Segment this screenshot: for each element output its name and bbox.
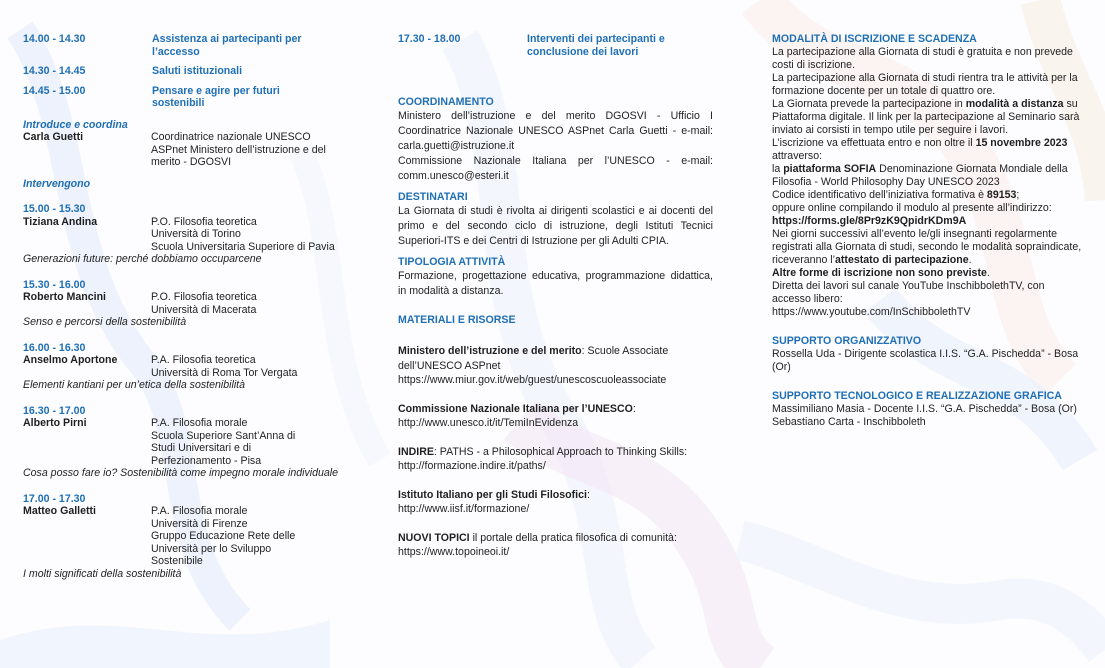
- speaker-affiliation: P.A. Filosofia morale Università di Firenze Gruppo Educazione Rete delle Università per lo Sviluppo Sostenibile: [151, 505, 296, 567]
- speaker-name: Alberto Pirni: [23, 417, 87, 429]
- speaker-affiliation: P.A. Filosofia teoretica Università di Roma Tor Vergata: [151, 354, 298, 379]
- text: .: [986, 267, 990, 279]
- material-desc: :: [632, 402, 636, 415]
- tech-text-2: Sebastiano Carta - Inschibboleth: [772, 416, 926, 428]
- intro-label: Introduce e coordina: [23, 118, 128, 131]
- course-code: 89153: [986, 189, 1017, 201]
- material-source: NUOVI TOPICI: [398, 531, 470, 544]
- recipients-text: La Giornata di studi è rivolta ai dirigenti scolastici e ai docenti del primo e del secondo ciclo di istruzione, degli Istituti Tecnici Superiori-ITS e dei Centri di Istruzione per gli Adulti CPIA.: [398, 205, 713, 247]
- materials-heading: MATERIALI E RISORSE: [398, 314, 516, 326]
- coordination-text: Ministero dell’istruzione e del merito DGOSVI - Ufficio I Coordinatrice Nazionale UNESCO ASPnet Carla Guetti - e-mail: carla.guetti@istruzione.it: [398, 110, 713, 152]
- material-source: INDIRE: [398, 445, 434, 458]
- bold-text: modalità a distanza: [965, 98, 1064, 110]
- activity-type-text: Formazione, progettazione educativa, programmazione didattica, in modalità a distanza.: [398, 270, 713, 297]
- closing-title: Interventi dei partecipanti e conclusione dei lavori: [527, 33, 665, 58]
- speaker-talk: Senso e percorsi della sostenibilità: [23, 316, 187, 328]
- program-item: [23, 33, 343, 58]
- speaker-block: [23, 493, 343, 581]
- speaker-block: [23, 203, 343, 266]
- registration-p4: [772, 137, 1084, 163]
- text: su Piattaforma digitale. Il link per la partecipazione al Seminario sarà inviato ai corsisti in tempo utile per seguire i lavori.: [772, 98, 1080, 136]
- program-time: 14.30 - 14.45: [23, 65, 86, 77]
- speaker-time: 15.30 - 16.00: [23, 278, 86, 291]
- speaker-talk: Generazioni future: perché dobbiamo occuparcene: [23, 253, 262, 265]
- registration-column: [772, 33, 1084, 429]
- bold-text: piattaforma SOFIA: [783, 163, 877, 175]
- intro-row: [23, 131, 343, 169]
- speaker-affiliation: P.O. Filosofia teoretica Università di Macerata: [151, 291, 257, 316]
- speaker-block: [23, 279, 343, 329]
- registration-p10: Diretta dei lavori sul canale YouTube InschibbolethTV, con accesso libero:: [772, 280, 1045, 305]
- material-link[interactable]: http://www.iisf.it/formazione/: [398, 503, 530, 515]
- speaker-name: Tiziana Andina: [23, 215, 98, 228]
- material-desc: :: [586, 488, 590, 501]
- speaker-block: [23, 405, 343, 480]
- speaker-time: 15.00 - 15.30: [23, 203, 86, 215]
- youtube-link[interactable]: https://www.youtube.com/InSchibbolethTV: [772, 306, 971, 318]
- speaker-name: Anselmo Aportone: [23, 354, 118, 366]
- text: ;: [1016, 189, 1020, 201]
- program-item: [23, 85, 343, 110]
- speaker-time: 17.00 - 17.30: [23, 492, 86, 505]
- registration-p8: [772, 228, 1084, 267]
- program-time: 14.45 - 15.00: [23, 84, 86, 97]
- intro-affiliation: Coordinatrice nazionale UNESCO ASPnet Ministero dell’istruzione e del merito - DGOSVI: [151, 131, 326, 168]
- registration-p7: oppure online compilando il modulo al presente all’indirizzo:: [772, 202, 1052, 214]
- coordination-text-2: Commissione Nazionale Italiana per l’UNESCO - e-mail: comm.unesco@esteri.it: [398, 155, 713, 182]
- registration-p2: La partecipazione alla Giornata di studi rientra tra le attività per la formazione docente per un totale di quattro ore.: [772, 72, 1078, 97]
- text: .: [968, 254, 972, 266]
- recipients-heading: DESTINATARI: [398, 191, 468, 203]
- speaker-name: Matteo Galletti: [23, 505, 96, 517]
- program-title: Pensare e agire per futuri sostenibili: [152, 84, 280, 109]
- speaker-affiliation: P.A. Filosofia morale Scuola Superiore Sant’Anna di Studi Universitari e di Perfezionamento - Pisa: [151, 417, 296, 467]
- speaker-name: Roberto Mancini: [23, 291, 106, 303]
- material-item: [398, 445, 713, 474]
- speaker-time: 16.30 - 17.00: [23, 404, 86, 417]
- program-item: [23, 65, 343, 78]
- text: Nei giorni successivi all’evento le/gli insegnanti regolarmente registrati alla Giornata di studi, secondo le modalità sopraindicate, riceveranno l’: [772, 228, 1082, 266]
- text: la: [772, 163, 784, 175]
- material-item: [398, 402, 713, 431]
- program-time: 14.00 - 14.30: [23, 33, 86, 45]
- registration-p9: [772, 267, 1084, 280]
- text: La Giornata prevede la partecipazione in: [772, 98, 966, 110]
- material-desc: il portale della pratica filosofica di comunità: https://www.topoineoi.it/: [398, 531, 677, 558]
- intro-name: Carla Guetti: [23, 131, 84, 143]
- speaker-talk: Elementi kantiani per un’etica della sostenibilità: [23, 379, 246, 391]
- program-title: Assistenza ai partecipanti per l’accesso: [152, 33, 302, 58]
- speaker-affiliation: P.O. Filosofia teoretica Università di Torino Scuola Universitaria Superiore di Pavia: [151, 215, 335, 253]
- info-column: [398, 33, 713, 560]
- material-desc: : Scuole Associate dell’UNESCO ASPnet: [398, 345, 669, 372]
- organization-heading: SUPPORTO ORGANIZZATIVO: [772, 335, 922, 347]
- material-desc: : PATHS - a Philosophical Approach to Thinking Skills: http://formazione.indire.it/paths/: [398, 445, 688, 472]
- deadline: 15 novembre 2023: [975, 137, 1068, 149]
- text: L’iscrizione va effettuata entro e non oltre il: [772, 137, 976, 149]
- tech-text-1: Massimiliano Masia - Docente I.I.S. “G.A. Pischedda” - Bosa (Or): [772, 403, 1077, 415]
- program-column: [23, 33, 343, 580]
- closing-item: [398, 33, 713, 58]
- speakers-label: Intervengono: [23, 177, 91, 190]
- registration-form-link[interactable]: https://forms.gle/8Pr9zK9QpidrKDm9A: [772, 215, 967, 227]
- registration-p5: [772, 163, 1084, 189]
- speaker-talk: I molti significati della sostenibilità: [23, 567, 182, 580]
- coordination-heading: COORDINAMENTO: [398, 96, 494, 108]
- material-link[interactable]: http://www.unesco.it/it/TemiInEvidenza: [398, 417, 579, 429]
- bold-text: Altre forme di iscrizione non sono previste: [772, 267, 987, 279]
- registration-p6: [772, 189, 1084, 202]
- speaker-block: [23, 342, 343, 392]
- material-item: [398, 488, 713, 517]
- organization-text: Rossella Uda - Dirigente scolastica I.I.S. “G.A. Pischedda” - Bosa (Or): [772, 348, 1079, 373]
- material-source: Ministero dell’istruzione e del merito: [398, 345, 582, 357]
- closing-time: 17.30 - 18.00: [398, 33, 461, 45]
- text: Codice identificativo dell’iniziativa formativa è: [772, 189, 987, 201]
- tech-heading: SUPPORTO TECNOLOGICO E REALIZZAZIONE GRAFICA: [772, 390, 1062, 402]
- text: Denominazione Giornata Mondiale della Filosofia - World Philosophy Day UNESCO 2023: [772, 163, 1068, 188]
- material-item: [398, 344, 713, 388]
- material-item: [398, 531, 713, 560]
- text: attraverso:: [772, 150, 823, 162]
- program-title: Saluti istituzionali: [152, 65, 243, 77]
- material-link[interactable]: https://www.miur.gov.it/web/guest/unescoscuoleassociate: [398, 374, 667, 386]
- activity-type-heading: TIPOLOGIA ATTIVITÀ: [398, 256, 506, 268]
- speaker-talk: Cosa posso fare io? Sostenibilità come impegno morale individuale: [23, 467, 339, 479]
- material-source: Commissione Nazionale Italiana per l’UNESCO: [398, 402, 633, 415]
- bold-text: attestato di partecipazione: [835, 254, 969, 266]
- registration-heading: MODALITÀ DI ISCRIZIONE E SCADENZA: [772, 33, 977, 45]
- registration-p3: [772, 98, 1084, 137]
- speaker-time: 16.00 - 16.30: [23, 341, 86, 354]
- material-source: Istituto Italiano per gli Studi Filosofici: [398, 488, 587, 501]
- registration-p1: La partecipazione alla Giornata di studi è gratuita e non prevede costi di iscrizione.: [772, 46, 1073, 71]
